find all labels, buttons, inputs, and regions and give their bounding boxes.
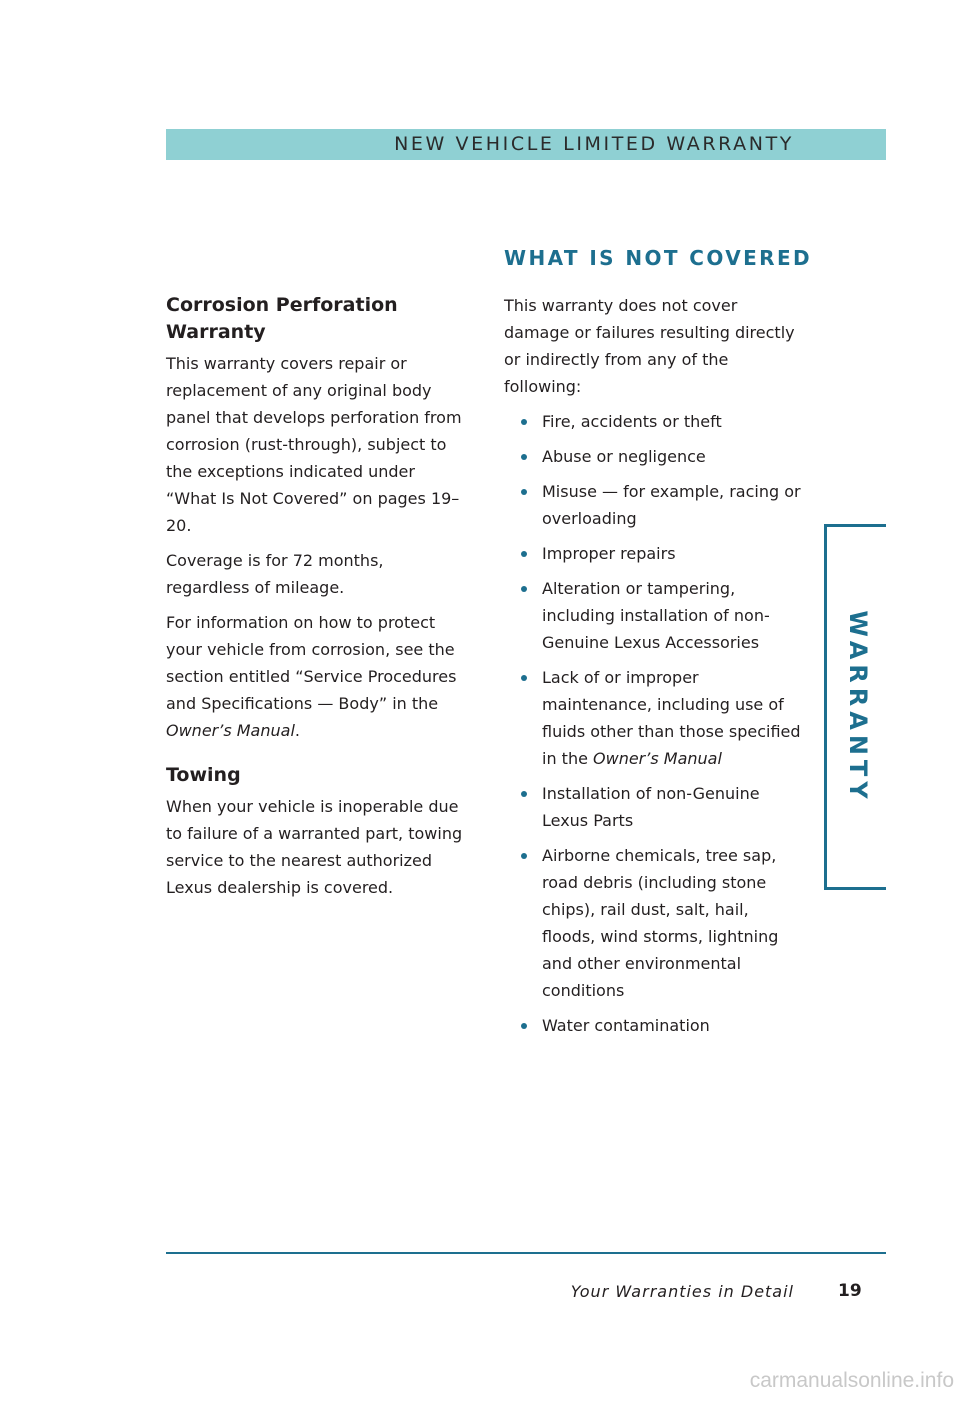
side-tab-label: WARRANTY	[844, 610, 872, 804]
list-item	[504, 408, 804, 435]
footer-section-title: Your Warranties in Detail	[570, 1282, 794, 1301]
bullet-icon	[521, 586, 527, 592]
list-item	[504, 1012, 804, 1039]
bullet-icon	[521, 1023, 527, 1029]
owners-manual-reference: Owner’s Manual	[166, 721, 295, 740]
towing-heading: Towing	[166, 764, 241, 786]
list-item-text: Lack of or improper maintenance, including use of fluids other than those specified in the	[542, 668, 801, 768]
corrosion-paragraph-3-end: .	[294, 721, 300, 740]
list-item-text: Fire, accidents or theft	[542, 412, 722, 431]
left-column	[166, 292, 466, 909]
list-item-text: Water contamination	[542, 1016, 710, 1035]
towing-paragraph: When your vehicle is inoperable due to failure of a warranted part, towing service to the nearest authorized Lexus dealership is covered.	[166, 797, 463, 897]
not-covered-intro: This warranty does not cover damage or failures resulting directly or indirectly from any of the following:	[504, 296, 795, 396]
page-number: 19	[838, 1281, 862, 1301]
bullet-icon	[521, 454, 527, 460]
corrosion-paragraph-3-text: For information on how to protect your vehicle from corrosion, see the section entitled “Service Procedures and Specifications — Body” in the	[166, 613, 457, 713]
list-item-text: Abuse or negligence	[542, 447, 706, 466]
list-item	[504, 478, 804, 532]
header-band	[166, 129, 886, 160]
list-item	[504, 540, 804, 567]
corrosion-heading: Corrosion Perforation Warranty	[166, 294, 398, 343]
list-item	[504, 443, 804, 470]
list-item	[504, 664, 804, 772]
list-item	[504, 842, 804, 1004]
right-column	[504, 292, 804, 1047]
bullet-icon	[521, 551, 527, 557]
header-title: NEW VEHICLE LIMITED WARRANTY	[394, 133, 794, 155]
bullet-icon	[521, 419, 527, 425]
owners-manual-reference: Owner’s Manual	[593, 749, 722, 768]
bullet-icon	[521, 489, 527, 495]
list-item-text: Improper repairs	[542, 544, 676, 563]
bullet-icon	[521, 853, 527, 859]
footer-divider	[166, 1252, 886, 1254]
watermark-text: carmanualsonline.info	[749, 1369, 954, 1392]
bullet-icon	[521, 791, 527, 797]
list-item-text: Airborne chemicals, tree sap, road debris (including stone chips), rail dust, salt, hail, floods, wind storms, lightning and other environmental conditions	[542, 846, 779, 1000]
corrosion-paragraph-3	[166, 609, 466, 744]
list-item-text: Alteration or tampering, including installation of non-Genuine Lexus Accessories	[542, 579, 770, 652]
list-item	[504, 780, 804, 834]
list-item-text: Misuse — for example, racing or overloading	[542, 482, 801, 528]
bullet-icon	[521, 675, 527, 681]
corrosion-paragraph-2: Coverage is for 72 months, regardless of mileage.	[166, 551, 384, 597]
list-item	[504, 575, 804, 656]
not-covered-list	[504, 408, 804, 1039]
corrosion-paragraph-1: This warranty covers repair or replacement of any original body panel that develops perforation from corrosion (rust-through), subject to the exceptions indicated under “What Is Not Covered” on pages 19–20.	[166, 354, 462, 535]
list-item-text: Installation of non-Genuine Lexus Parts	[542, 784, 760, 830]
what-is-not-covered-heading: WHAT IS NOT COVERED	[504, 246, 813, 270]
